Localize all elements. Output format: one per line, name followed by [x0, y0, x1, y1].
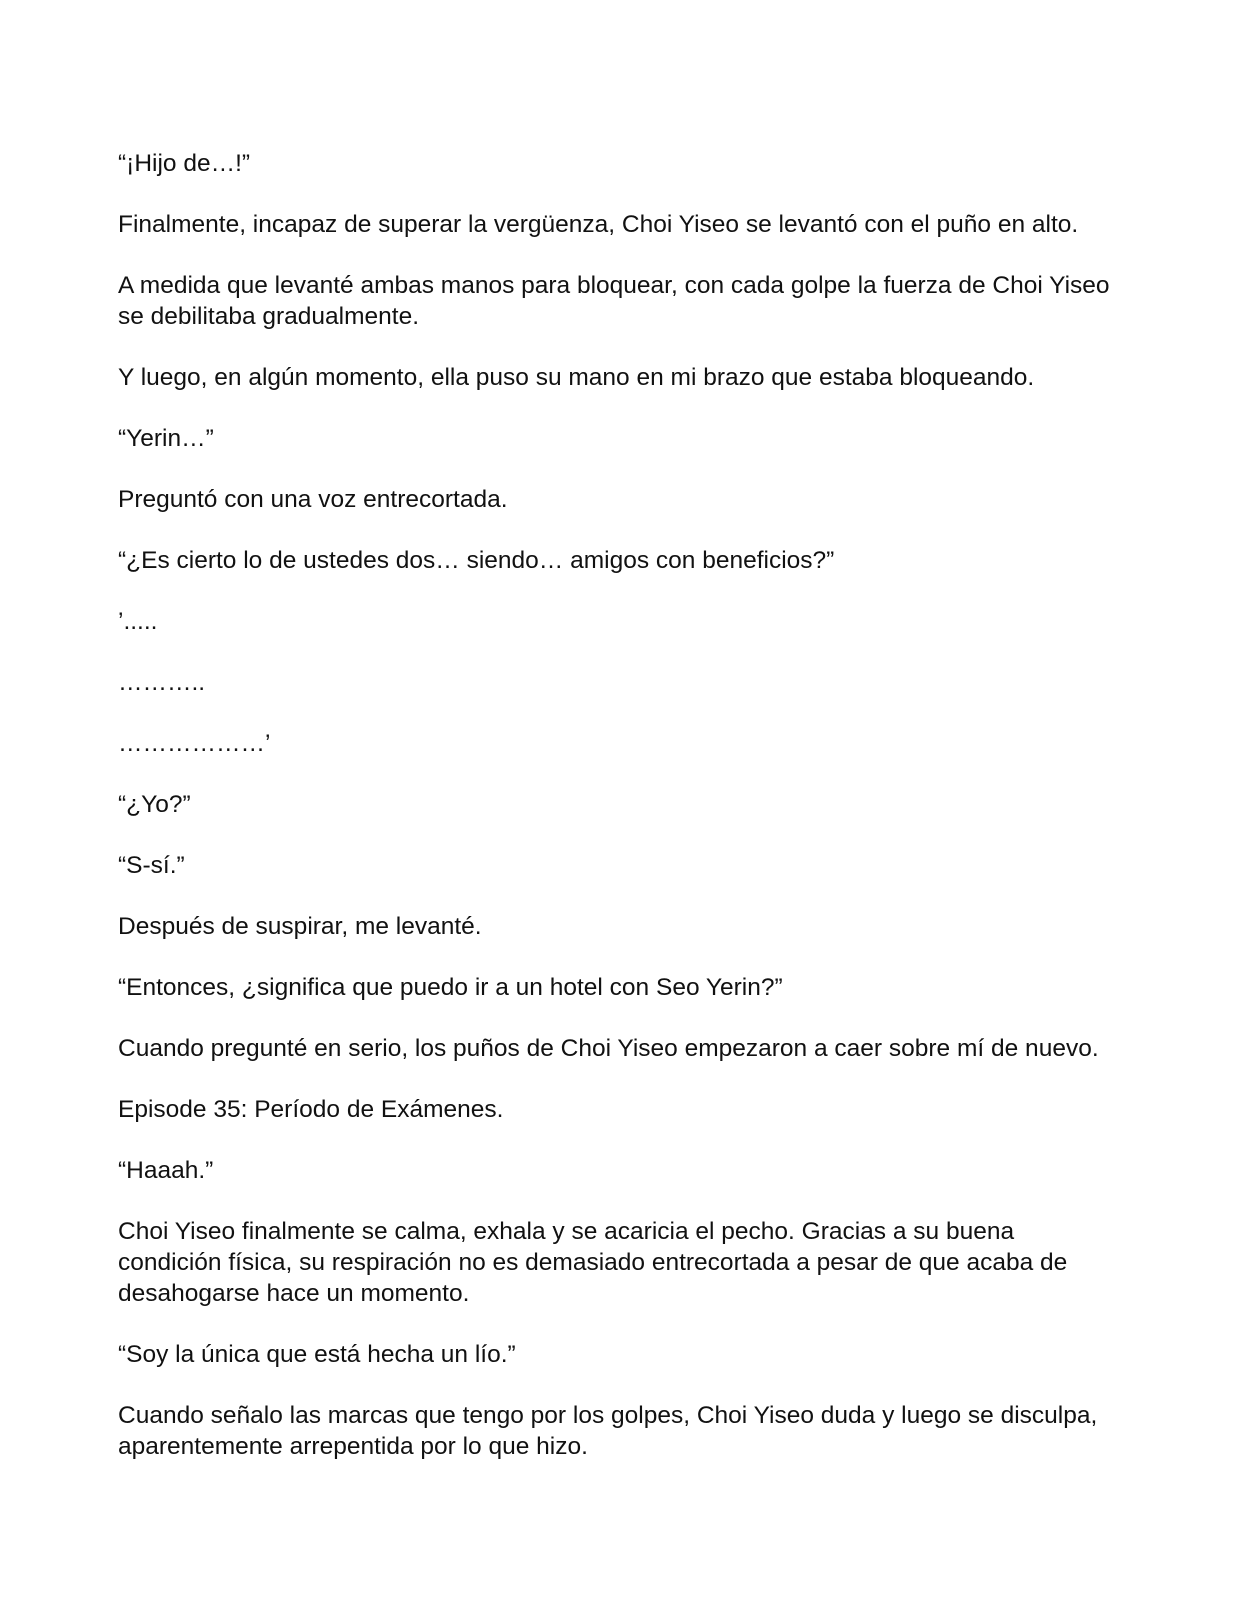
paragraph: ’.....: [118, 608, 158, 635]
paragraph: A medida que levanté ambas manos para bloquear, con cada golpe la fuerza de Choi Yiseo se debilitaba gradualmente.: [118, 272, 1110, 330]
paragraph: “S-sí.”: [118, 852, 185, 879]
paragraph: Cuando pregunté en serio, los puños de Choi Yiseo empezaron a caer sobre mí de nuevo.: [118, 1035, 1099, 1062]
paragraph: “Yerin…”: [118, 425, 214, 452]
paragraph: Finalmente, incapaz de superar la vergüenza, Choi Yiseo se levantó con el puño en alto.: [118, 211, 1079, 238]
paragraph: “¿Es cierto lo de ustedes dos… siendo… amigos con beneficios?”: [118, 547, 835, 574]
paragraph: Choi Yiseo finalmente se calma, exhala y se acaricia el pecho. Gracias a su buena condición física, su respiración no es demasiado entrecortada a pesar de que acaba de desahogarse hace un momento.: [118, 1218, 1068, 1307]
paragraph: “Entonces, ¿significa que puedo ir a un hotel con Seo Yerin?”: [118, 974, 783, 1001]
paragraph: Episode 35: Período de Exámenes.: [118, 1096, 504, 1123]
paragraph: Preguntó con una voz entrecortada.: [118, 486, 508, 513]
paragraph: Después de suspirar, me levanté.: [118, 913, 482, 940]
paragraph: Cuando señalo las marcas que tengo por los golpes, Choi Yiseo duda y luego se disculpa, aparentemente arrepentida por lo que hizo.: [118, 1402, 1098, 1460]
paragraph: “Soy la única que está hecha un lío.”: [118, 1341, 516, 1368]
paragraph: ………………’: [118, 730, 271, 757]
paragraph: ………..: [118, 669, 206, 696]
paragraph: Y luego, en algún momento, ella puso su mano en mi brazo que estaba bloqueando.: [118, 364, 1035, 391]
paragraph: “¿Yo?”: [118, 791, 191, 818]
paragraph: “¡Hijo de…!”: [118, 150, 251, 177]
document-body: [118, 148, 1118, 1492]
paragraph: “Haaah.”: [118, 1157, 214, 1184]
